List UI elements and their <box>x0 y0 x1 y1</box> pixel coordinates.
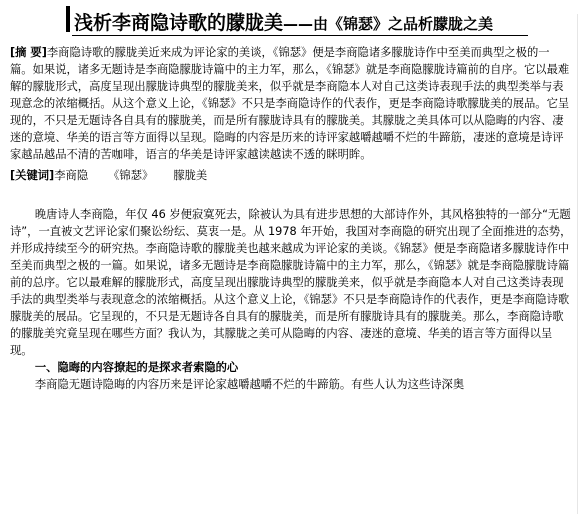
body-paragraph: 李商隐无题诗隐晦的内容历来是评论家越嚼越嚼不烂的牛蹄筋。有些人认为这些诗深奥 <box>34 378 465 391</box>
title-accent-bar <box>66 6 70 32</box>
section-heading: 一、隐晦的内容撩起的是探求者索隐的心 <box>34 361 239 374</box>
page-title <box>74 8 493 35</box>
keywords <box>10 167 572 184</box>
title-underline <box>72 35 528 36</box>
page-edge-line <box>577 14 578 514</box>
title-row <box>10 4 572 34</box>
abstract-text: 李商隐诗歌的朦胧美近来成为评论家的美谈，《锦瑟》便是李商隐诸多朦胧诗作中至美而典型之极的一篇。如果说，诸多无题诗是李商隐朦胧诗篇中的主力军，那么，《锦瑟》就是李商隐朦胧诗篇前的自序。它以最难解的朦胧形式，高度呈现出朦胧诗典型的朦胧美来，似乎就是李商隐本人对自己这类诗表现手法的典型类举与表现意念的浓缩概括。从这个意义上论，《锦瑟》不只是李商隐诗作的代表作，更是李商隐诗歌朦胧美的展品。它呈现的，不只是无题诗各自具有的朦胧美，而是所有朦胧诗具有的朦胧美。其朦胧之美具体可以从隐晦的内容、凄迷的意境、华美的语言等方面得以呈现。隐晦的内容是历来的诗评家越嚼越嚼不烂的牛蹄筋，凄迷的意境是诗评家越品越品不清的苦咖啡，语言的华美是诗评家越读越读不透的眯明眸。 <box>10 46 570 161</box>
title-subtitle: ——由《锦瑟》之品析朦胧之美 <box>283 15 494 33</box>
keyword-item: 李商隐 <box>54 169 89 182</box>
title-main: 浅析李商隐诗歌的朦胧美 <box>74 12 284 34</box>
abstract-tag: [摘 要] <box>10 46 47 59</box>
body-paragraph: 晚唐诗人李商隐，年仅 46 岁便寂寞死去，除被认为具有进步思想的大部诗作外，其风格独特的一部分“无题诗”，一直被文艺评论家们聚讼纷纭、莫衷一是。从 1978 年开始，我国对李商隐的研究出现了全面推进的态势，并形成持续至今的研究热。李商隐诗歌的朦胧美也越来越成为评论家的美谈。《锦瑟》便是李商隐诸多朦胧诗作中至美而典型之极的一篇。如果说，诸多无题诗是李商隐朦胧诗篇中的主力军，那么，《锦瑟》就是李商隐朦胧诗篇前的总序。它以最难解的朦胧形式，高度呈现出朦胧诗典型的朦胧美来，似乎就是李商隐本人对自己这类诗表现手法的典型类举与表现意念的浓缩概括。从这个意义上论，《锦瑟》不只是李商隐诗作的代表作，更是李商隐诗歌朦胧美的展品。它呈现的，不只是无题诗各自具有的朦胧美，而是所有朦胧诗具有的朦胧美。那么，李商隐诗歌的朦胧美究竟呈现在哪些方面？我认为，其朦胧之美可从隐晦的内容、凄迷的意境、华美的语言等方面得以呈现。 <box>10 208 572 357</box>
keyword-item: 朦胧美 <box>173 169 208 182</box>
abstract <box>10 44 572 163</box>
keyword-item: 《锦瑟》 <box>108 169 154 182</box>
keywords-tag: [关键词] <box>10 169 55 182</box>
